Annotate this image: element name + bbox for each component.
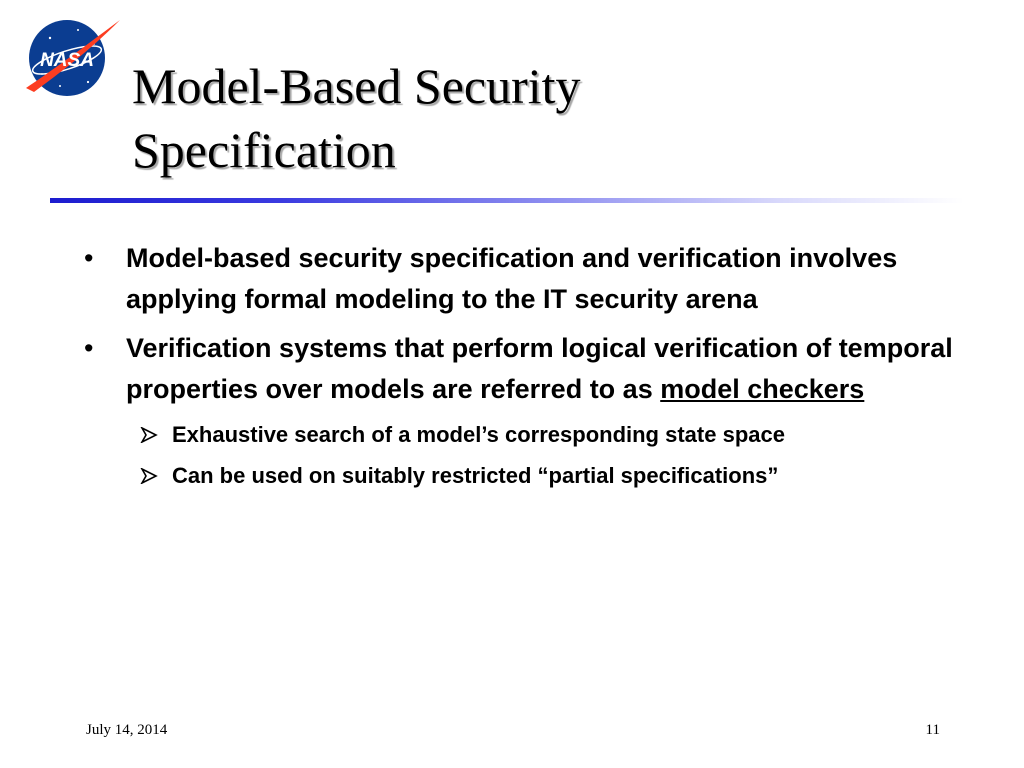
title-divider [50, 198, 964, 203]
slide-title-line-1: Model-Based Security [132, 58, 581, 114]
bullet-marker: • [84, 333, 94, 363]
model-checkers-term: model checkers [660, 374, 865, 404]
bullet-text: Model-based security specification and verification involves applying formal modeling to the IT security arena [126, 243, 898, 314]
bullet-marker: • [84, 243, 94, 273]
page-number: 11 [925, 722, 940, 738]
nasa-logo-icon [20, 14, 124, 98]
bullet-text: Verification systems that perform logical verification of temporal properties over models are referred to as [126, 333, 953, 404]
sub-bullet-text: Exhaustive search of a model’s corresponding state space [172, 422, 785, 447]
sub-bullet-item [126, 459, 954, 493]
slide-title [132, 54, 952, 182]
slide-title-line-2: Specification [132, 122, 396, 178]
arrow-bullet-icon [140, 427, 158, 443]
bullet-item [84, 238, 954, 320]
nasa-logo-text: NASA [40, 50, 94, 71]
sub-bullet-item [126, 418, 954, 452]
footer-date: July 14, 2014 [86, 722, 168, 738]
bullet-item [84, 328, 954, 410]
arrow-bullet-icon [140, 468, 158, 484]
bullet-list [84, 238, 954, 500]
sub-bullet-text: Can be used on suitably restricted “partial specifications” [172, 463, 779, 488]
